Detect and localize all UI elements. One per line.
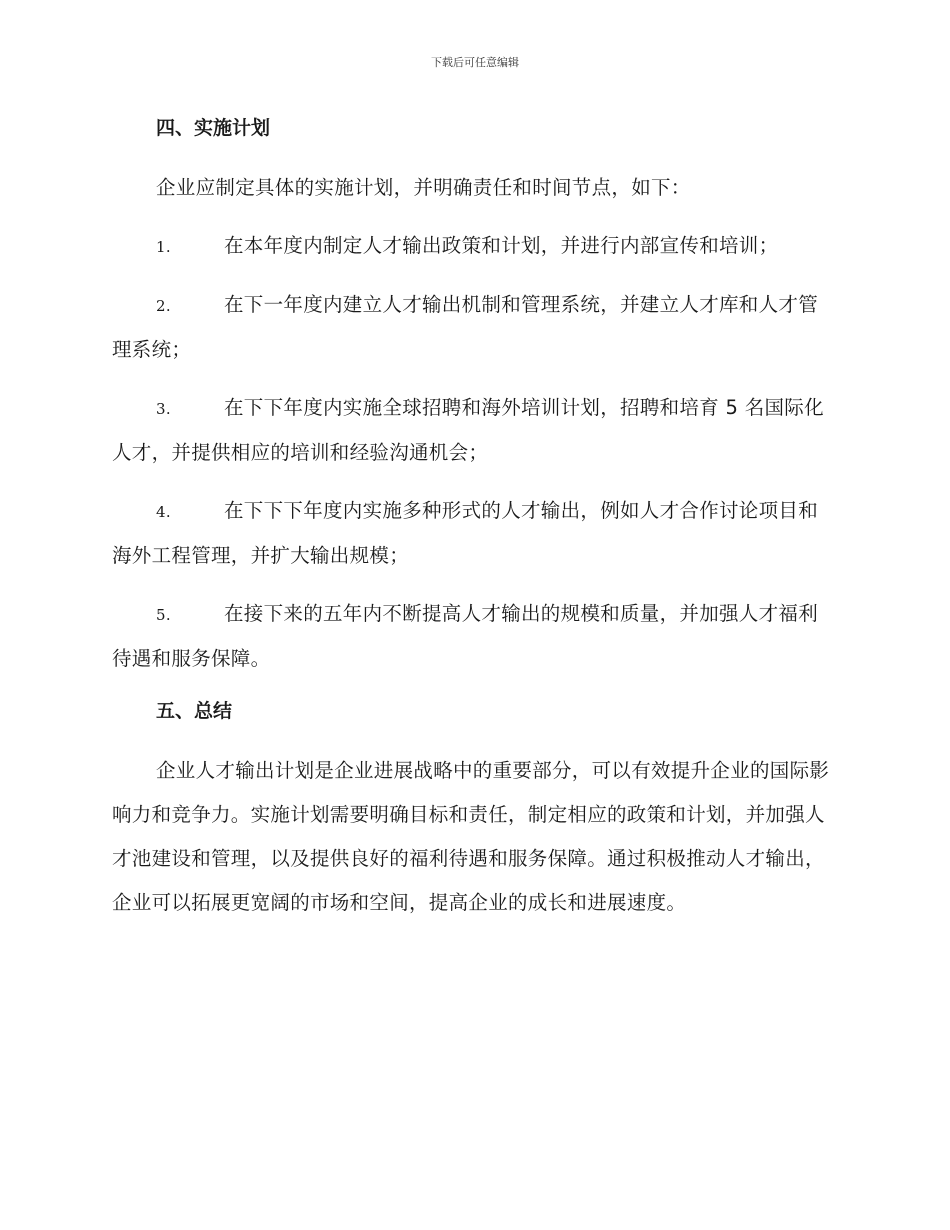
list-item-text: 在下下下年度内实施多种形式的人才输出，例如人才合作讨论项目和海外工程管理，并扩大输出规模； [112, 499, 819, 567]
section-heading-implementation-plan: 四、实施计划 [156, 117, 271, 139]
list-item [112, 386, 836, 475]
list-item-text: 在接下来的五年内不断提高人才输出的规模和质量，并加强人才福利待遇和服务保障。 [112, 602, 819, 670]
list-item-number: 1. [156, 238, 171, 256]
list-item-text: 在下下年度内实施全球招聘和海外培训计划，招聘和培育 5 名国际化人才，并提供相应的培训和经验沟通机会； [112, 396, 824, 464]
list-item-number: 5. [156, 606, 171, 624]
list-item [112, 224, 836, 269]
list-item-text: 在下一年度内建立人才输出机制和管理系统，并建立人才库和人才管理系统； [112, 293, 819, 361]
section-intro-paragraph: 企业应制定具体的实施计划，并明确责任和时间节点，如下： [156, 176, 691, 199]
page-header: 下载后可任意编辑 [431, 56, 519, 69]
list-item-number: 2. [156, 297, 171, 315]
list-item-number: 4. [156, 503, 171, 521]
list-item [112, 489, 836, 578]
section-heading-summary: 五、总结 [156, 700, 233, 722]
summary-paragraph: 企业人才输出计划是企业进展战略中的重要部分，可以有效提升企业的国际影响力和竞争力。实施计划需要明确目标和责任，制定相应的政策和计划，并加强人才池建设和管理，以及提供良好的福利待遇和服务保障。通过积极推动人才输出，企业可以拓展更宽阔的市场和空间，提高企业的成长和进展速度。 [112, 759, 830, 914]
list-item-text: 在本年度内制定人才输出政策和计划，并进行内部宣传和培训； [224, 234, 779, 257]
list-item [112, 283, 836, 372]
list-item [112, 592, 836, 681]
document-body [112, 112, 836, 939]
list-item-number: 3. [156, 400, 171, 418]
